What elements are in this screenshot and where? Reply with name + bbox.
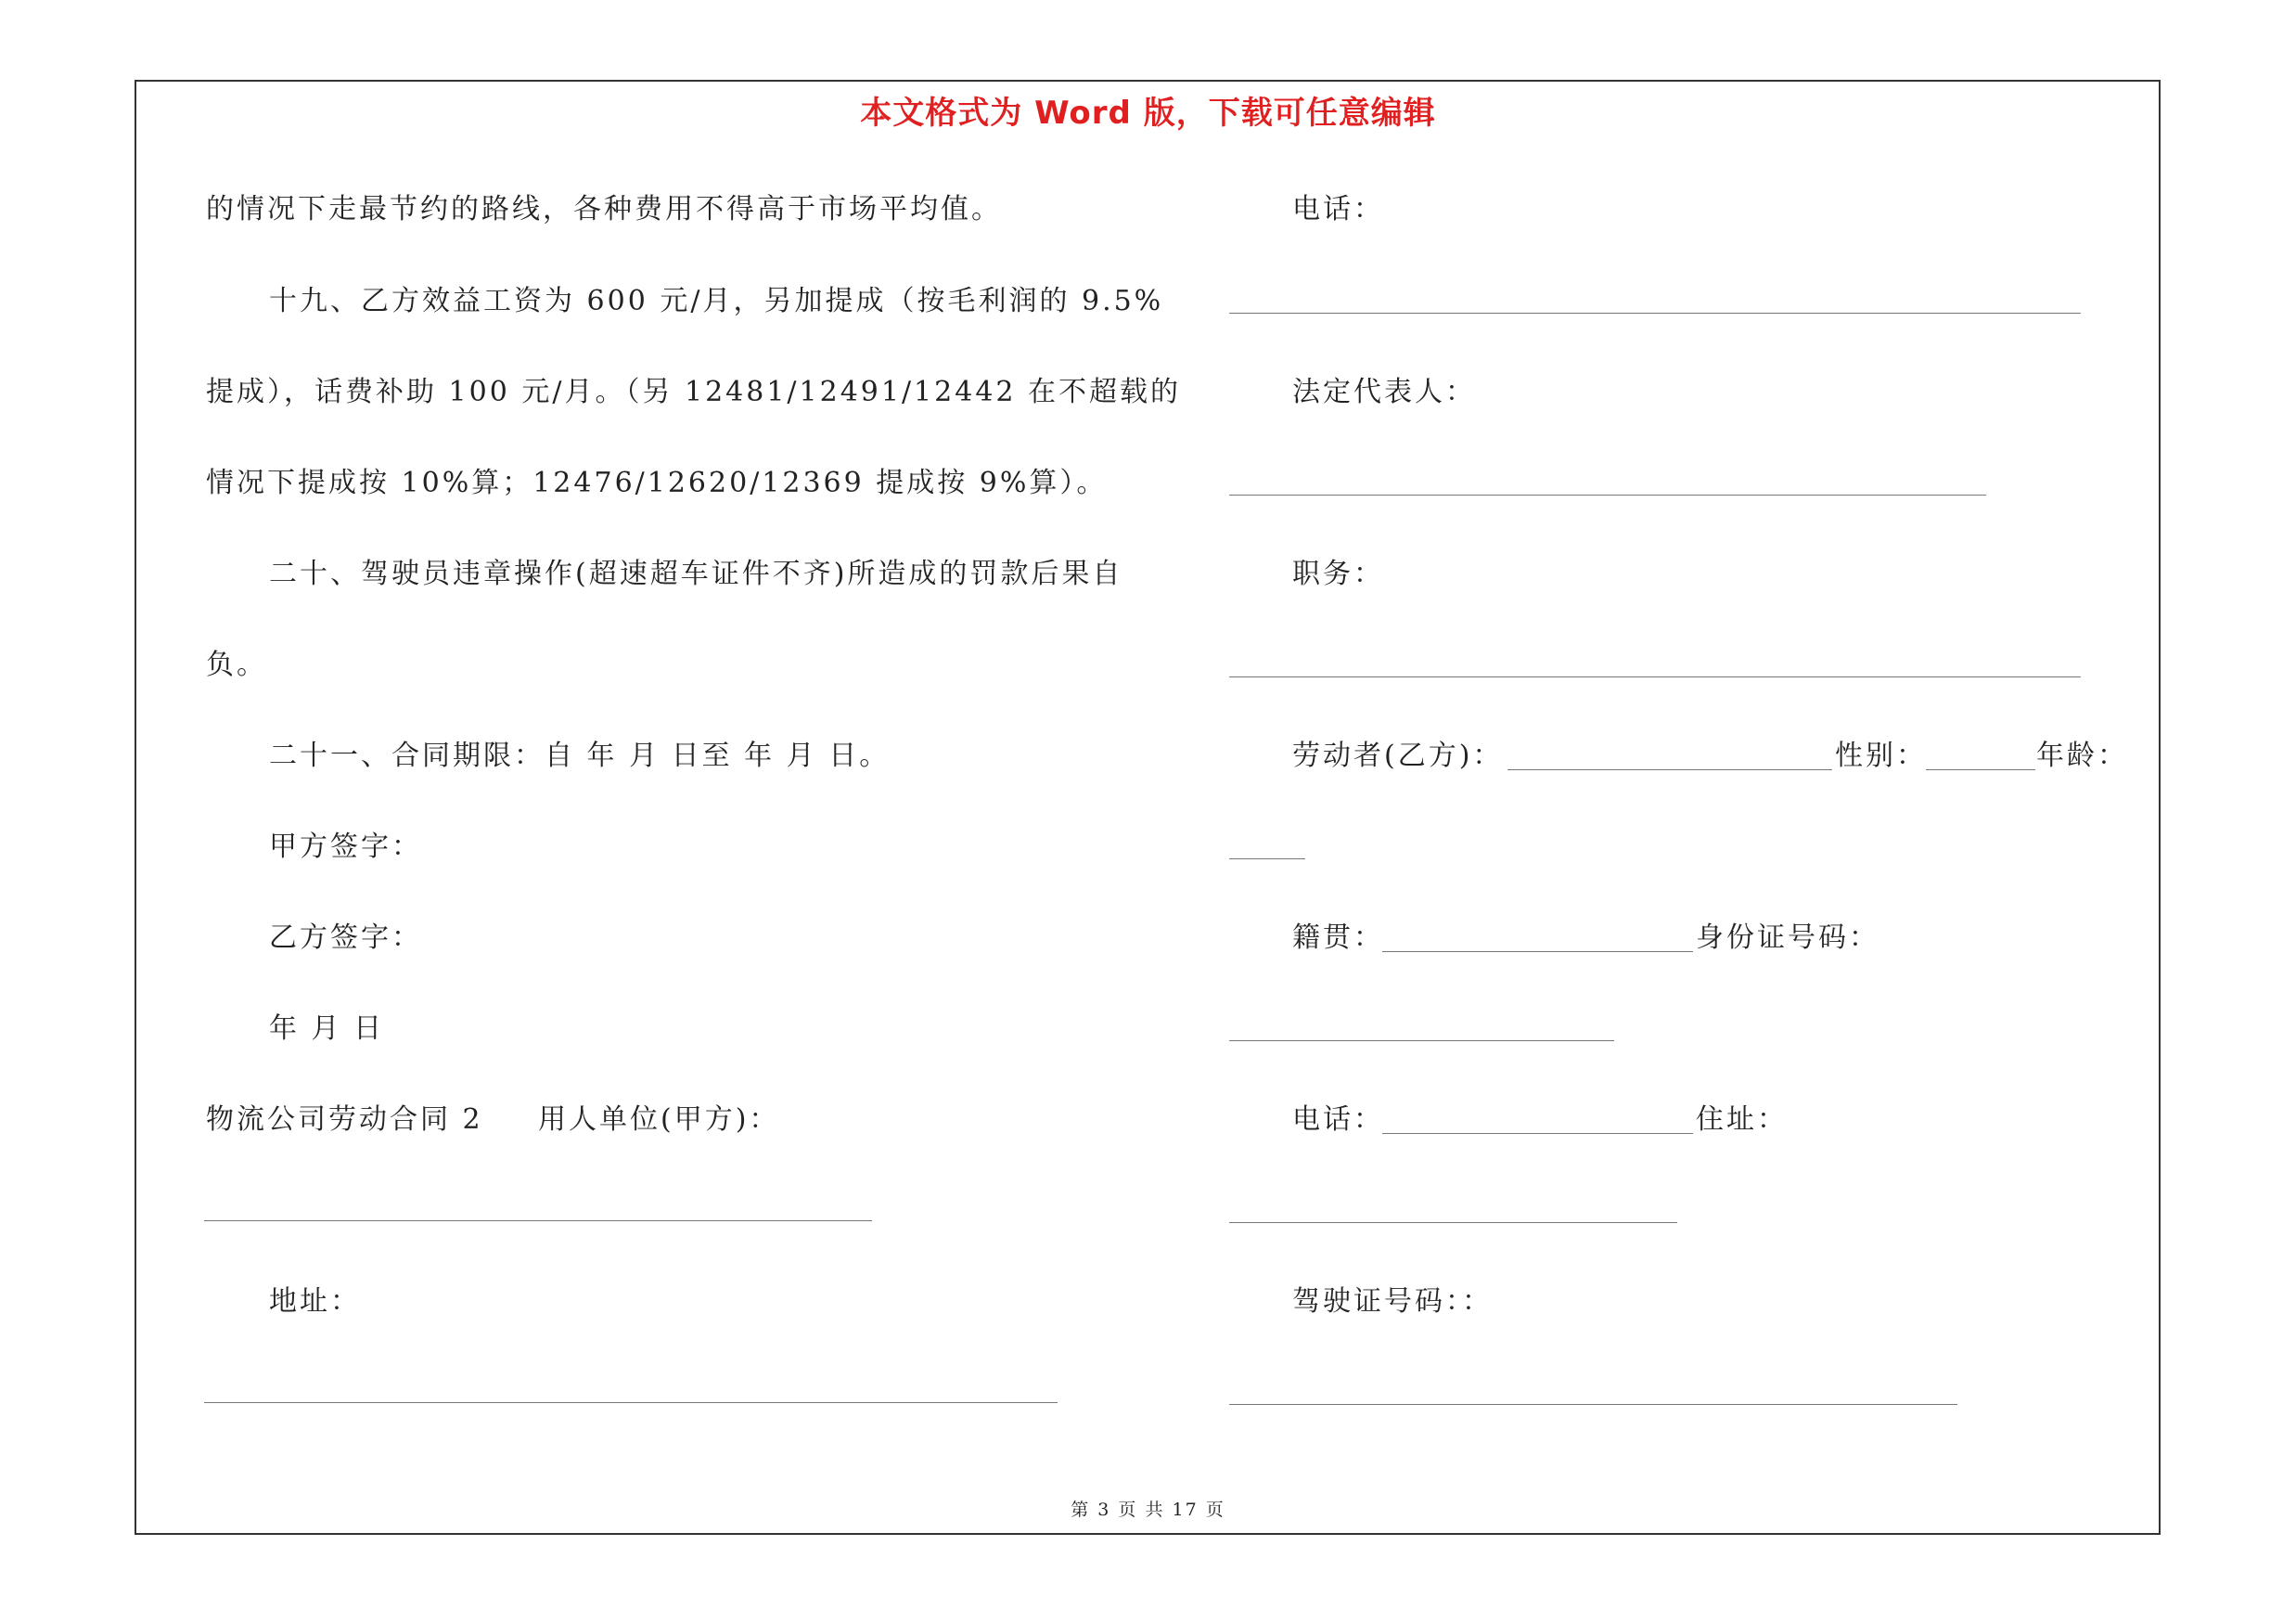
page-footer xyxy=(0,1496,2296,1521)
id-number-label: 身份证号码： xyxy=(1696,921,1879,954)
paragraph-route: 的情况下走最节约的路线，各种费用不得高于市场平均值。 xyxy=(206,193,1002,225)
license-blank xyxy=(1229,1404,1957,1405)
signature-date: 年 月 日 xyxy=(269,1012,385,1045)
clause-19-line-1: 十九、乙方效益工资为 600 元/月，另加提成（按毛利润的 9.5% xyxy=(269,285,1164,317)
party-a-signature: 甲方签字： xyxy=(269,831,422,863)
residence-label: 住址： xyxy=(1696,1103,1788,1136)
footer-suffix: 页 xyxy=(1205,1500,1225,1520)
position-label: 职务： xyxy=(1292,558,1384,590)
phone-label: 电话： xyxy=(1292,193,1384,225)
worker-blank xyxy=(1507,769,1832,770)
clause-20-line-2: 负。 xyxy=(206,649,267,681)
phone2-blank xyxy=(1382,1133,1693,1134)
id-number-blank xyxy=(1229,1040,1614,1041)
legal-rep-blank xyxy=(1229,495,1986,496)
employer-label: 用人单位(甲方)： xyxy=(538,1103,780,1136)
footer-prefix: 第 xyxy=(1071,1500,1091,1520)
age-label: 年龄： xyxy=(2036,740,2128,772)
party-b-signature: 乙方签字： xyxy=(269,921,422,954)
legal-rep-label: 法定代表人： xyxy=(1292,376,1476,408)
contract-title: 物流公司劳动合同 2 xyxy=(206,1103,483,1136)
position-blank xyxy=(1229,676,2081,677)
gender-label: 性别： xyxy=(1835,740,1927,772)
clause-20-line-1: 二十、驾驶员违章操作(超速超车证件不齐)所造成的罚款后果自 xyxy=(269,558,1123,590)
phone2-label: 电话： xyxy=(1292,1103,1384,1136)
native-label: 籍贯： xyxy=(1292,921,1384,954)
format-banner: 本文格式为 Word 版，下载可任意编辑 xyxy=(860,95,1436,132)
license-label: 驾驶证号码：： xyxy=(1292,1285,1493,1318)
age-blank xyxy=(1229,858,1305,859)
footer-mid: 页 共 xyxy=(1118,1500,1165,1520)
worker-label: 劳动者(乙方)： xyxy=(1292,740,1504,772)
footer-page-number: 3 xyxy=(1097,1500,1111,1520)
gender-blank xyxy=(1926,769,2035,770)
clause-21: 二十一、合同期限：自 年 月 日至 年 月 日。 xyxy=(269,740,891,772)
clause-19-line-3: 情况下提成按 10%算；12476/12620/12369 提成按 9%算）。 xyxy=(206,467,1108,499)
clause-19-line-2: 提成），话费补助 100 元/月。（另 12481/12491/12442 在不超载的 xyxy=(206,376,1182,408)
employer-blank xyxy=(204,1220,872,1221)
address-blank xyxy=(204,1402,1058,1403)
native-blank xyxy=(1382,951,1693,952)
phone-blank xyxy=(1229,313,2081,314)
address-label: 地址： xyxy=(269,1285,361,1318)
footer-total-pages: 17 xyxy=(1172,1500,1199,1520)
residence-blank xyxy=(1229,1222,1677,1223)
